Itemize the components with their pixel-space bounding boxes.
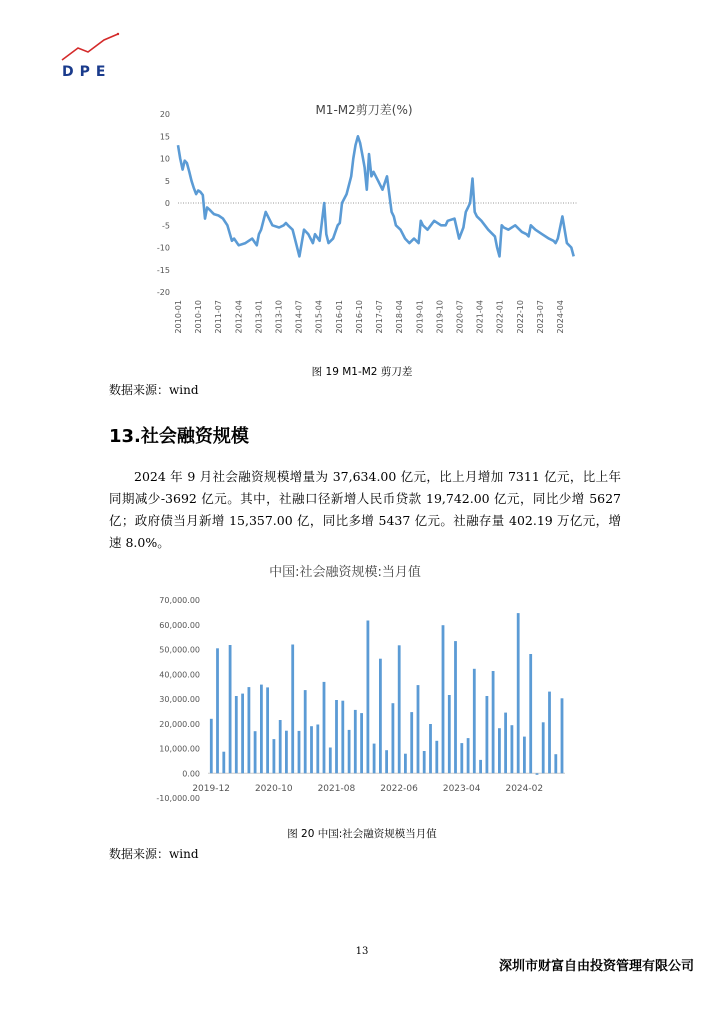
x-tick-label: 2019-10	[435, 300, 445, 334]
bar	[398, 645, 401, 773]
y-tick-label: 20,000.00	[159, 719, 200, 729]
x-tick-label: 2014-07	[294, 300, 304, 334]
bar	[360, 713, 363, 773]
bar	[335, 700, 338, 773]
bar	[392, 703, 395, 773]
x-tick-label: 2016-10	[354, 300, 364, 334]
bar	[554, 754, 557, 773]
bar	[448, 695, 451, 773]
y-tick-label: 60,000.00	[159, 620, 200, 630]
figure-19-caption: 图 19 M1-M2 剪刀差	[311, 366, 413, 378]
section-paragraph	[109, 466, 621, 554]
bar	[323, 682, 326, 773]
company-name: 深圳市财富自由投资管理有限公司	[498, 959, 694, 974]
bar	[511, 725, 514, 773]
bar	[536, 773, 539, 775]
bar	[304, 690, 307, 773]
x-tick-label: 2018-04	[395, 300, 405, 334]
bar	[473, 669, 476, 773]
x-tick-label: 2010-10	[194, 300, 204, 334]
bar	[260, 685, 263, 774]
bar	[298, 731, 301, 773]
bar	[504, 713, 507, 774]
bar	[254, 731, 257, 773]
bar	[429, 724, 432, 773]
bar	[417, 685, 420, 773]
y-tick-label: 10,000.00	[159, 744, 200, 754]
bar	[492, 671, 495, 773]
y-tick-label: 20	[159, 110, 170, 119]
logo-swoosh-icon	[58, 30, 128, 66]
m1-m2-line-chart	[148, 98, 588, 356]
company-logo	[58, 30, 128, 86]
y-tick-label: -10,000.00	[156, 794, 200, 803]
figure-19-source: 数据来源：wind	[109, 383, 199, 397]
x-tick-label: 2021-08	[317, 784, 356, 794]
x-tick-label: 2024-02	[505, 784, 544, 794]
bar	[222, 752, 225, 774]
bar	[529, 654, 532, 773]
chart-title: M1-M2剪刀差(%)	[315, 103, 413, 117]
bar	[373, 744, 376, 774]
bar	[561, 698, 564, 773]
x-tick-label: 2021-04	[475, 300, 485, 334]
bar	[348, 730, 351, 773]
bar	[291, 645, 294, 774]
bar	[235, 696, 238, 773]
paragraph-text: 2024 年 9 月社会融资规模增量为 37,634.00 亿元，比上月增加 7311 亿元，比上年同期减少-3692 亿元。其中，社融口径新增人民币贷款 19,742.00 亿元，同比少增 5627 亿；政府债当月新增 15,357.00 亿，同比多增 5437 亿元。社融存量 402.19 万亿元，增速 8.0%。	[109, 469, 621, 550]
page-number: 13	[355, 946, 369, 957]
bar	[523, 737, 526, 774]
x-tick-label: 2020-07	[455, 300, 465, 334]
x-tick-label: 2017-07	[375, 300, 385, 334]
y-tick-label: 70,000.00	[159, 596, 200, 605]
x-tick-label: 2013-10	[274, 300, 284, 334]
x-tick-label: 2024-04	[556, 300, 565, 334]
x-tick-label: 2023-04	[442, 784, 481, 794]
y-tick-label: 10	[159, 154, 170, 164]
x-tick-label: 2010-01	[174, 300, 183, 334]
bar	[498, 728, 501, 773]
bar	[248, 687, 251, 773]
bar	[210, 719, 213, 773]
bar	[442, 625, 445, 773]
bar	[454, 641, 457, 773]
y-tick-label: -5	[162, 221, 170, 231]
chart-title: 中国:社会融资规模:当月值	[269, 565, 421, 580]
y-tick-label: 30,000.00	[159, 695, 200, 704]
x-tick-label: 2022-10	[515, 300, 525, 334]
series-line	[178, 136, 574, 256]
bar	[316, 725, 319, 774]
x-tick-label: 2013-01	[254, 300, 264, 334]
bar	[354, 710, 357, 773]
bar	[266, 687, 269, 773]
bar	[423, 751, 426, 773]
y-tick-label: 5	[164, 176, 170, 186]
y-tick-label: 50,000.00	[159, 645, 200, 655]
y-tick-label: 40,000.00	[159, 670, 200, 680]
bar	[385, 750, 388, 773]
bar	[486, 696, 489, 773]
bar	[404, 754, 407, 774]
y-tick-label: 0	[164, 199, 170, 208]
bar	[379, 659, 382, 774]
bar	[241, 694, 244, 774]
bar	[467, 738, 470, 773]
bar	[517, 613, 520, 773]
social-financing-bar-chart	[140, 558, 580, 808]
y-tick-label: -15	[156, 265, 170, 275]
bar	[341, 701, 344, 774]
x-tick-label: 2016-01	[334, 300, 344, 334]
x-tick-label: 2019-12	[192, 784, 230, 794]
figure-20-caption: 图 20 中国:社会融资规模当月值	[287, 828, 437, 840]
bar	[273, 739, 276, 773]
bar	[229, 645, 232, 773]
x-tick-label: 2015-04	[314, 300, 324, 334]
section-heading: 13.社会融资规模	[109, 426, 249, 447]
y-tick-label: -20	[156, 288, 170, 297]
y-tick-label: 0.00	[182, 769, 200, 779]
logo-text: DPE	[62, 64, 112, 80]
x-tick-label: 2011-07	[214, 300, 224, 334]
bar	[285, 731, 288, 774]
bar	[548, 692, 551, 774]
y-tick-label: -10	[156, 243, 170, 253]
x-tick-label: 2023-07	[535, 300, 545, 334]
bar	[367, 621, 370, 774]
bar	[279, 720, 282, 773]
x-tick-label: 2019-01	[415, 300, 425, 334]
y-tick-label: 15	[159, 132, 170, 142]
bar	[479, 760, 482, 773]
x-tick-label: 2022-06	[380, 784, 418, 794]
bar	[435, 741, 438, 773]
x-tick-label: 2020-10	[254, 784, 293, 794]
figure-20-source: 数据来源：wind	[109, 847, 199, 861]
bar	[329, 748, 332, 774]
bar	[460, 743, 463, 773]
x-tick-label: 2012-04	[234, 300, 244, 334]
bar	[216, 648, 219, 773]
bar	[542, 722, 545, 773]
bar	[310, 726, 313, 773]
x-tick-label: 2022-01	[495, 300, 505, 334]
bar	[410, 712, 413, 773]
